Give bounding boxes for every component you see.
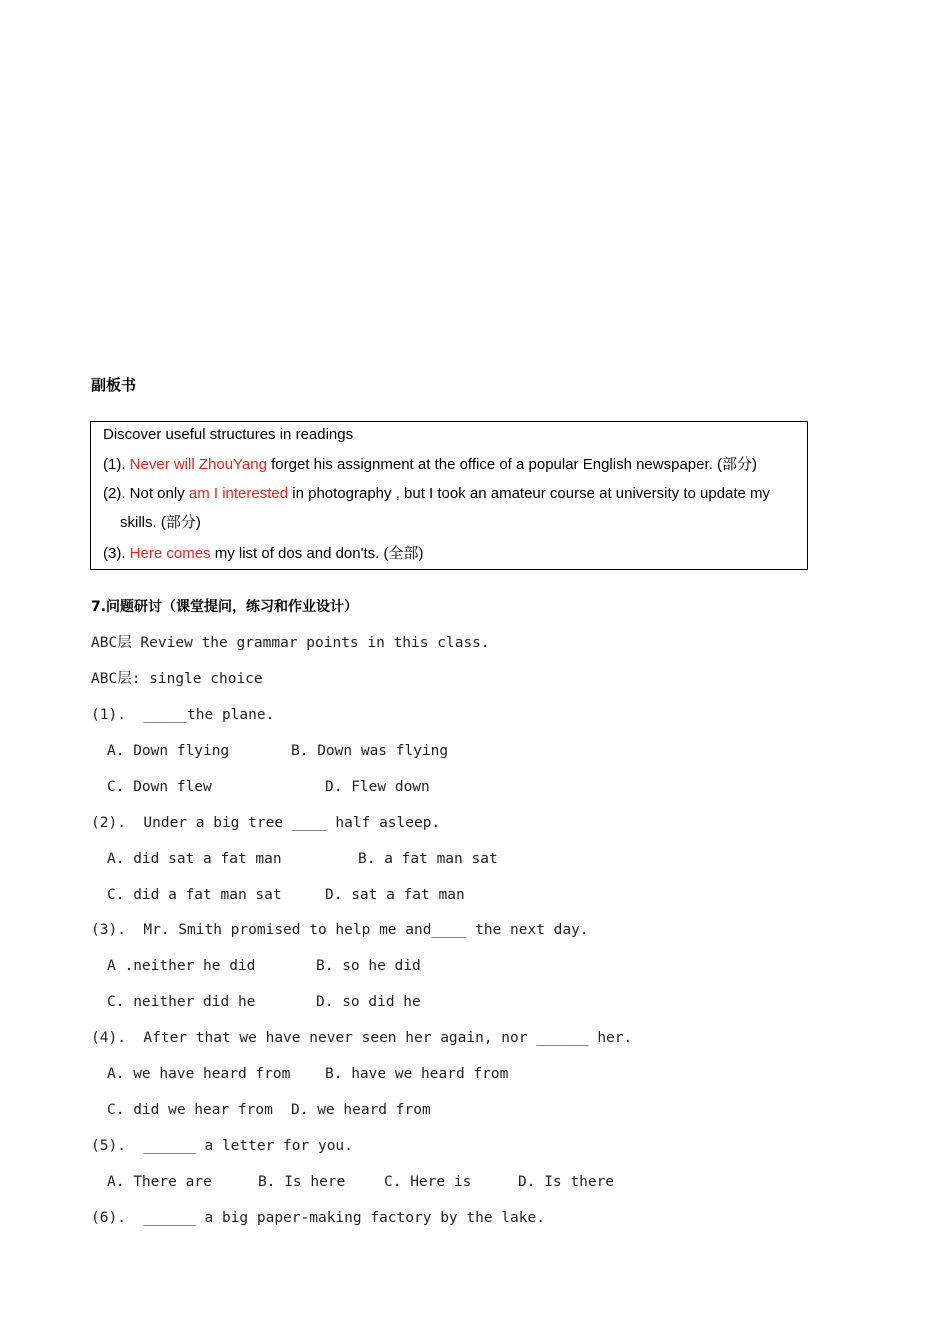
line3-highlight: Here comes <box>129 545 211 562</box>
question-2-option-a: A. did sat a fat man <box>107 851 282 867</box>
question-3-option-c: C. neither did he <box>107 994 256 1010</box>
structure-line-3 <box>103 544 423 564</box>
question-2-option-c: C. did a fat man sat <box>107 887 282 903</box>
structure-line-1 <box>103 455 757 475</box>
question-4-option-d: D. we heard from <box>291 1102 431 1118</box>
structure-line-2-cont: skills. (部分) <box>120 514 201 531</box>
question-1-option-b: B. Down was flying <box>291 743 449 759</box>
structure-line-2 <box>103 484 770 504</box>
abc-choice-line: ABC层: single choice <box>91 671 263 687</box>
question-2-option-b: B. a fat man sat <box>358 851 498 867</box>
line1-num: (1). <box>103 456 130 473</box>
question-1-option-a: A. Down flying <box>107 743 230 759</box>
box-heading: Discover useful structures in readings <box>103 426 354 443</box>
line2-rest: in photography , but I took an amateur course at university to update my <box>288 485 771 502</box>
question-4-option-c: C. did we hear from <box>107 1102 273 1118</box>
question-3-option-a: A .neither he did <box>107 958 256 974</box>
structures-box <box>90 421 808 570</box>
line3-rest: my list of dos and don'ts. (全部) <box>210 545 424 562</box>
question-5-option-b: B. Is here <box>258 1174 346 1190</box>
question-5-stem: (5). ______ a letter for you. <box>91 1138 353 1154</box>
question-5-option-d: D. Is there <box>518 1174 615 1190</box>
question-3-stem: (3). Mr. Smith promised to help me and____ the next day. <box>91 922 589 938</box>
question-4-option-b: B. have we heard from <box>325 1066 509 1082</box>
line2-highlight: am I interested <box>188 485 289 502</box>
line1-rest: forget his assignment at the office of a popular English newspaper. (部分) <box>266 456 757 473</box>
question-4-option-a: A. we have heard from <box>107 1066 291 1082</box>
section-7-title: 7.问题研讨（课堂提问，练习和作业设计） <box>91 599 359 615</box>
line3-num: (3). <box>103 545 130 562</box>
question-2-option-d: D. sat a fat man <box>325 887 465 903</box>
question-5-option-a: A. There are <box>107 1174 212 1190</box>
question-1-option-d: D. Flew down <box>325 779 430 795</box>
question-3-option-d: D. so did he <box>316 994 421 1010</box>
abc-review-line: ABC层 Review the grammar points in this class. <box>91 635 490 651</box>
question-1-option-c: C. Down flew <box>107 779 212 795</box>
line2-num: (2). Not only <box>103 485 189 502</box>
line1-highlight: Never will ZhouYang <box>129 456 267 473</box>
question-1-stem: (1). _____the plane. <box>91 707 275 723</box>
question-4-stem: (4). After that we have never seen her again, nor ______ her. <box>91 1030 633 1046</box>
sub-board-title: 副板书 <box>91 376 137 394</box>
question-3-option-b: B. so he did <box>316 958 421 974</box>
question-2-stem: (2). Under a big tree ____ half asleep. <box>91 815 441 831</box>
question-6-stem: (6). ______ a big paper-making factory by the lake. <box>91 1210 545 1226</box>
question-5-option-c: C. Here is <box>384 1174 472 1190</box>
